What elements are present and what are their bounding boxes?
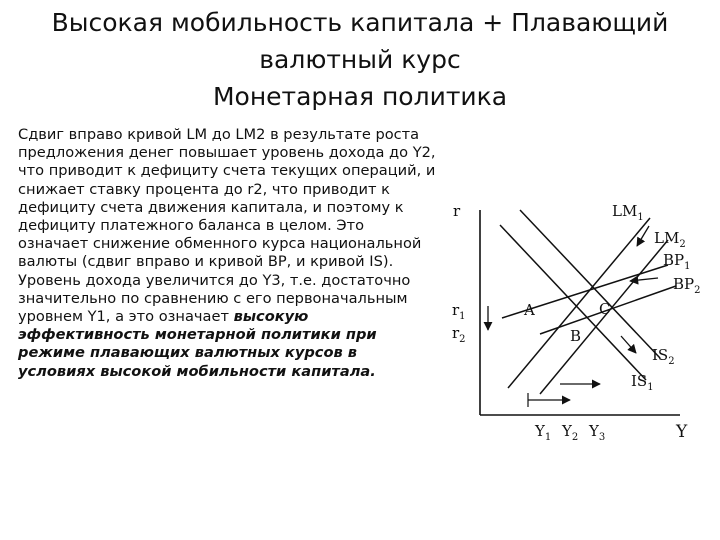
explanation-plain: Сдвиг вправо кривой LM до LM2 в результате роста предложения денег повышает уровень дохода до Y2, что приводит к дефициту счета текущих операций, и снижает ставку процента до r2, что приводит к дефициту счета движения капитала, и поэтому к дефициту платежного баланса в целом. Это означает снижение обменного курса национальной валюты (сдвиг вправо и кривой BP, и кривой IS). Уровень дохода увеличится до Y3, т.е. достаточно значительно по сравнению с его первоначальным уровнем Y1, а это означает	[18, 126, 436, 326]
x-axis-label: Y	[676, 422, 688, 442]
is-shift-arrow	[621, 336, 636, 353]
y3-label: $Y_3$	[589, 422, 606, 443]
y-axis-label: r	[453, 202, 461, 220]
point-b-label: B	[570, 327, 582, 345]
is1-label: $IS_1$	[631, 372, 654, 393]
explanation-text	[18, 126, 436, 381]
explanation-emphasis: высокую эффективность монетарной политики при режиме плавающих валютных курсов в условиях высокой мобильности капитала.	[18, 308, 377, 380]
lm2-label: $LM_2$	[654, 229, 686, 250]
lm-shift-arrow	[637, 226, 649, 246]
bp2-label: $BP_2$	[673, 275, 700, 296]
title-line-2: валютный курс	[259, 45, 461, 74]
point-a-label: A	[524, 301, 535, 319]
y2-label: $Y_2$	[562, 422, 579, 443]
title-line-3: Монетарная политика	[212, 82, 508, 111]
title-line-1: Высокая мобильность капитала + Плавающий	[51, 8, 669, 37]
bp1-label: $BP_1$	[663, 251, 691, 272]
r1-label: $r_1$	[452, 301, 466, 322]
is2-label: $IS_2$	[652, 346, 675, 367]
lm1-label: $LM_1$	[612, 202, 644, 223]
y1-label: $Y_1$	[535, 422, 552, 443]
r2-label: $r_2$	[452, 324, 466, 345]
point-c-label: C	[599, 300, 611, 318]
slide-title	[40, 4, 680, 115]
is-lm-bp-diagram	[440, 190, 700, 450]
